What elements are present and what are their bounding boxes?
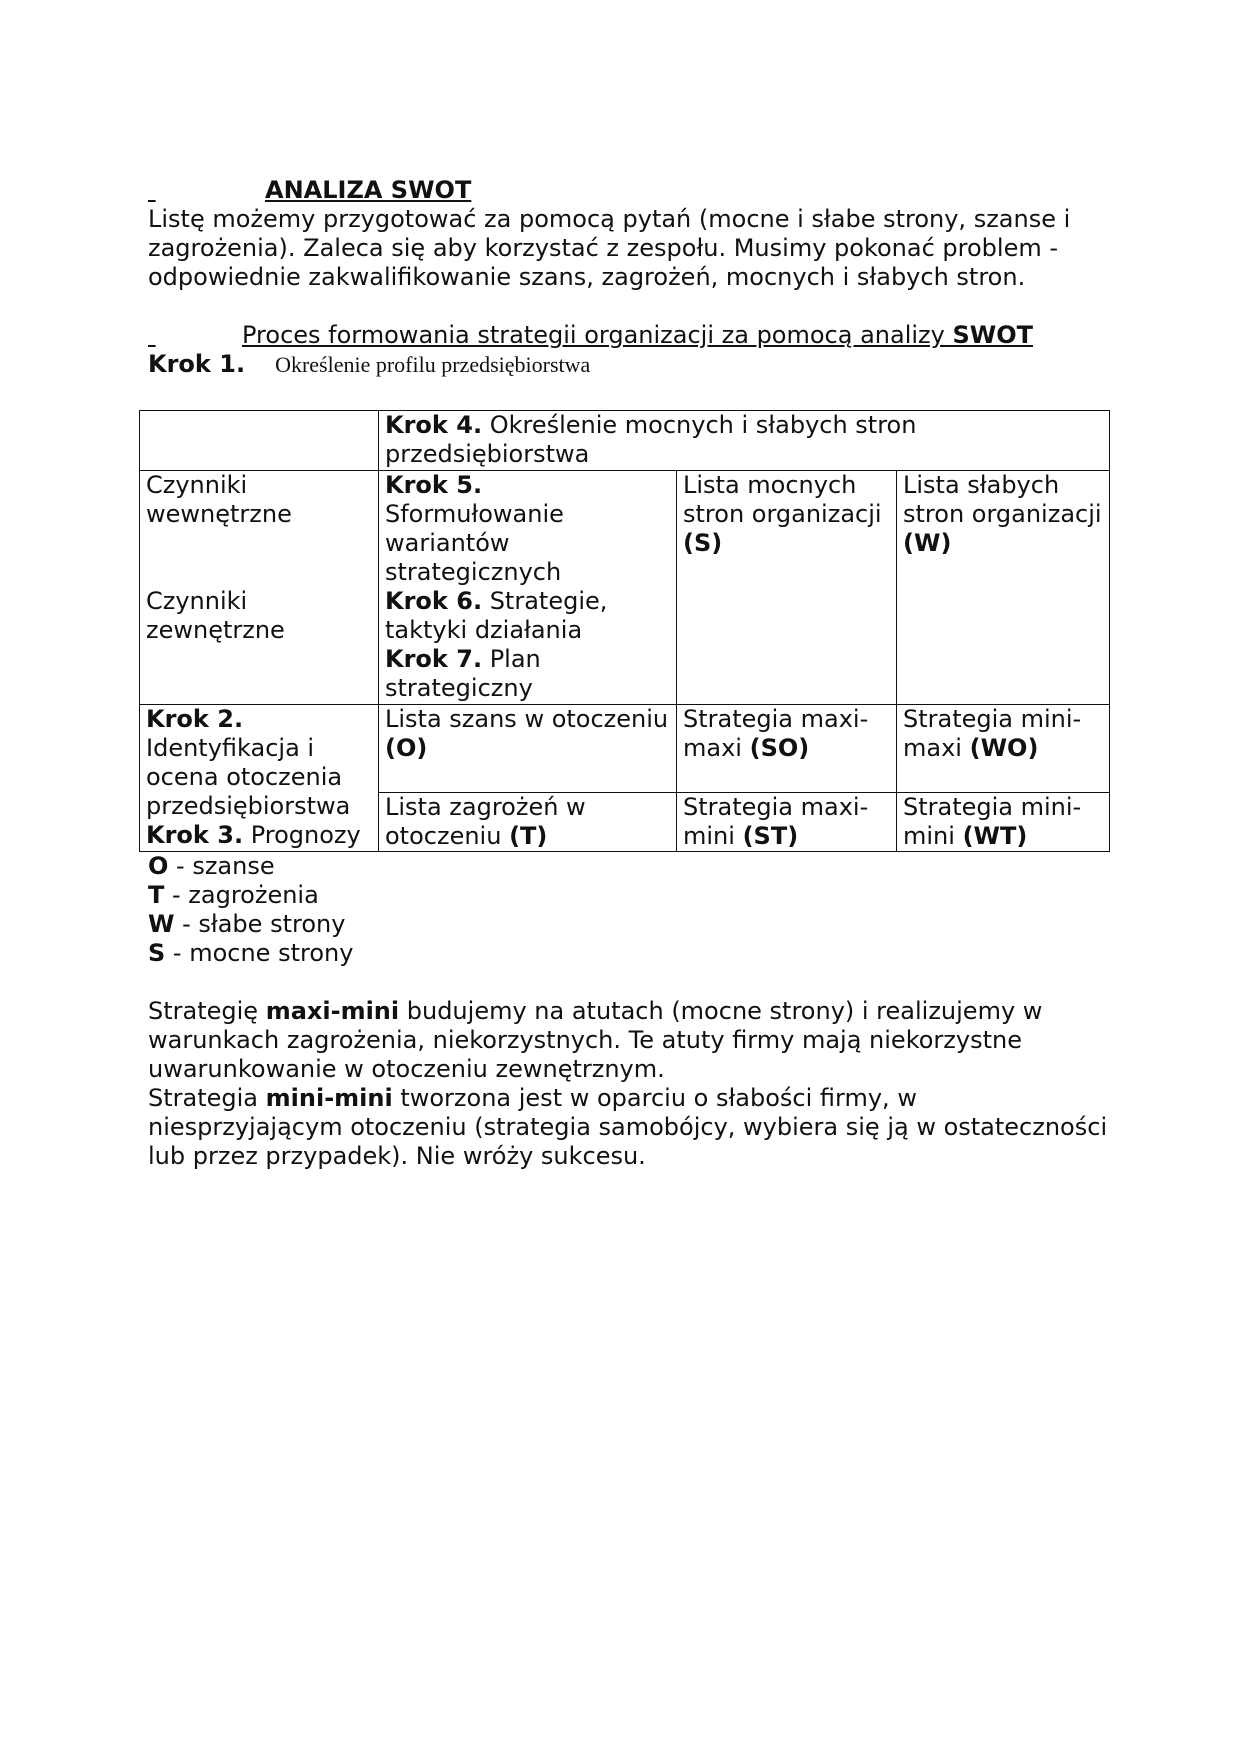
title-underline-pad bbox=[148, 176, 265, 205]
para2-start: Strategia bbox=[148, 1084, 266, 1112]
wt-text: Strategia mini-mini bbox=[903, 793, 1082, 850]
threats-cell bbox=[379, 793, 677, 852]
legend bbox=[148, 852, 353, 968]
page-title: ANALIZA SWOT bbox=[265, 176, 472, 204]
para1-start: Strategię bbox=[148, 997, 266, 1025]
krok2-text: Identyfikacja i ocena otoczenia przedsiębiorstwa bbox=[146, 734, 351, 820]
so-cell bbox=[677, 705, 897, 793]
krok3-text: Prognozy bbox=[243, 821, 361, 849]
st-cell bbox=[677, 793, 897, 852]
krok5-text: Sformułowanie wariantów strategicznych bbox=[385, 500, 564, 586]
table-row bbox=[140, 705, 1110, 793]
legend-text: - zagrożenia bbox=[164, 881, 319, 909]
para2-bold: mini-mini bbox=[265, 1084, 393, 1112]
legend-item bbox=[148, 881, 353, 910]
factors-cell bbox=[140, 471, 379, 705]
threats-text: Lista zagrożeń w otoczeniu bbox=[385, 793, 586, 850]
krok1-text: Określenie profilu przedsiębiorstwa bbox=[275, 352, 591, 377]
krok1-label: Krok 1. bbox=[148, 350, 246, 378]
legend-code: T bbox=[148, 881, 165, 909]
para1-end: budujemy na atutach (mocne strony) i realizujemy w warunkach zagrożenia, niekorzystnych. Te atuty firmy mają niekorzystne uwarunkowanie w otoczeniu zewnętrznym. bbox=[148, 997, 1043, 1083]
legend-item bbox=[148, 852, 353, 881]
krok4-label: Krok 4. bbox=[385, 411, 483, 439]
st-code: (ST) bbox=[742, 822, 799, 850]
strengths-cell bbox=[677, 471, 897, 705]
table-row bbox=[140, 411, 1110, 471]
krok2-label: Krok 2. bbox=[146, 705, 244, 733]
legend-text: - mocne strony bbox=[165, 939, 354, 967]
legend-text: - słabe strony bbox=[174, 910, 346, 938]
explanation bbox=[148, 997, 1108, 1171]
legend-code: W bbox=[148, 910, 175, 938]
wt-cell bbox=[897, 793, 1110, 852]
so-text: Strategia maxi-maxi bbox=[683, 705, 869, 762]
strengths-code: (S) bbox=[683, 529, 723, 557]
krok7-label: Krok 7. bbox=[385, 645, 483, 673]
table-row bbox=[140, 471, 1110, 705]
st-text: Strategia maxi-mini bbox=[683, 793, 869, 850]
process-title-pad bbox=[148, 321, 242, 350]
krok4-text: Określenie mocnych i słabych stron przedsiębiorstwa bbox=[385, 411, 917, 468]
empty-cell bbox=[140, 411, 379, 471]
weaknesses-text: Lista słabych stron organizacji bbox=[903, 471, 1102, 528]
environment-cell bbox=[140, 705, 379, 852]
para1-bold: maxi-mini bbox=[265, 997, 400, 1025]
steps-cell bbox=[379, 471, 677, 705]
threats-code: (T) bbox=[509, 822, 548, 850]
wo-cell bbox=[897, 705, 1110, 793]
legend-item bbox=[148, 939, 353, 968]
document-body bbox=[148, 176, 1108, 379]
legend-text: - szanse bbox=[168, 852, 275, 880]
wo-text: Strategia mini-maxi bbox=[903, 705, 1082, 762]
weaknesses-cell bbox=[897, 471, 1110, 705]
opportunities-text: Lista szans w otoczeniu bbox=[385, 705, 669, 733]
swot-table bbox=[139, 410, 1110, 852]
process-title bbox=[148, 321, 1108, 350]
paragraph-mini-mini bbox=[148, 1084, 1108, 1171]
external-factors: Czynniki zewnętrzne bbox=[146, 587, 285, 644]
opportunities-code: (O) bbox=[385, 734, 428, 762]
process-title-text: Proces formowania strategii organizacji za pomocą analizy bbox=[242, 321, 953, 349]
krok7-text: Plan strategiczny bbox=[385, 645, 541, 702]
wt-code: (WT) bbox=[962, 822, 1028, 850]
krok6-text: Strategie, taktyki działania bbox=[385, 587, 608, 644]
opportunities-cell bbox=[379, 705, 677, 793]
title-line bbox=[148, 176, 1108, 205]
wo-code: (WO) bbox=[969, 734, 1039, 762]
so-code: (SO) bbox=[749, 734, 810, 762]
para2-end: tworzona jest w oparciu o słabości firmy, w niesprzyjającym otoczeniu (strategia samobójcy, wybiera się ją w ostateczności lub przez przypadek). Nie wróży sukcesu. bbox=[148, 1084, 1108, 1170]
legend-item bbox=[148, 910, 353, 939]
legend-code: O bbox=[148, 852, 169, 880]
krok4-cell bbox=[379, 411, 1110, 471]
krok1-line bbox=[148, 350, 1108, 379]
internal-factors: Czynniki wewnętrzne bbox=[146, 471, 292, 528]
cell-spacer bbox=[146, 529, 372, 587]
intro-paragraph: Listę możemy przygotować za pomocą pytań (mocne i słabe strony, szanse i zagrożenia). Zaleca się aby korzystać z zespołu. Musimy pokonać problem - odpowiednie zakwalifikowanie szans, zagrożeń, mocnych i słabych stron. bbox=[148, 205, 1071, 291]
weaknesses-code: (W) bbox=[903, 529, 952, 557]
process-title-swot: SWOT bbox=[952, 321, 1034, 349]
krok5-label: Krok 5. bbox=[385, 471, 483, 499]
spacer bbox=[148, 292, 1108, 321]
krok3-label: Krok 3. bbox=[146, 821, 244, 849]
legend-code: S bbox=[148, 939, 166, 967]
paragraph-maxi-mini bbox=[148, 997, 1108, 1084]
strengths-text: Lista mocnych stron organizacji bbox=[683, 471, 882, 528]
krok6-label: Krok 6. bbox=[385, 587, 483, 615]
